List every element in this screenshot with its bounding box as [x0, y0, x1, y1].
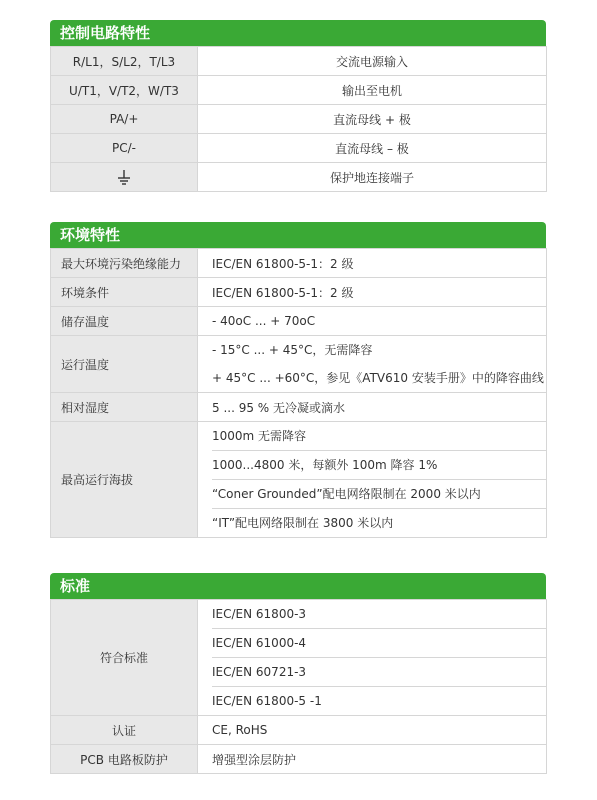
control-circuit-section — [50, 20, 546, 192]
table-row — [51, 422, 547, 538]
property-value — [198, 336, 547, 393]
control-circuit-table — [50, 46, 547, 192]
terminal-label: U/T1，V/T2，W/T3 — [51, 76, 198, 105]
ground-icon — [117, 169, 131, 185]
control-circuit-header: 控制电路特性 — [50, 20, 546, 46]
environment-table — [50, 248, 547, 538]
terminal-description: 交流电源输入 — [198, 47, 547, 76]
property-label: 符合标准 — [51, 600, 198, 716]
table-row — [51, 249, 547, 278]
table-row — [51, 716, 547, 745]
environment-section — [50, 222, 546, 538]
terminal-label: PC/- — [51, 134, 198, 163]
property-value: CE, RoHS — [198, 716, 547, 745]
standards-header: 标准 — [50, 573, 546, 599]
terminal-description: 直流母线 – 极 — [198, 134, 547, 163]
environment-header: 环境特性 — [50, 222, 546, 248]
table-row — [51, 745, 547, 774]
property-label: 环境条件 — [51, 278, 198, 307]
property-value: IEC/EN 61800-5-1：2 级 — [198, 278, 547, 307]
property-label: 相对湿度 — [51, 393, 198, 422]
table-row — [51, 278, 547, 307]
property-value: - 40oC ... + 70oC — [198, 307, 547, 336]
property-label: 最高运行海拔 — [51, 422, 198, 538]
terminal-label — [51, 163, 198, 192]
value-line: “IT”配电网络限制在 3800 米以内 — [212, 508, 546, 537]
property-label: 运行温度 — [51, 336, 198, 393]
table-row — [51, 307, 547, 336]
value-line: IEC/EN 60721-3 — [212, 657, 546, 686]
property-value: IEC/EN 61800-5-1：2 级 — [198, 249, 547, 278]
table-row — [51, 105, 547, 134]
value-line: IEC/EN 61800-5 -1 — [212, 686, 546, 715]
property-label: PCB 电路板防护 — [51, 745, 198, 774]
standards-section — [50, 573, 546, 774]
table-row — [51, 336, 547, 393]
value-line: 1000...4800 米，每额外 100m 降容 1% — [212, 450, 546, 479]
standards-table — [50, 599, 547, 774]
terminal-label: PA/+ — [51, 105, 198, 134]
value-line: + 45°C ... +60°C，参见《ATV610 安装手册》中的降容曲线 — [212, 371, 544, 385]
value-line: IEC/EN 61800-3 — [212, 607, 307, 621]
property-label: 储存温度 — [51, 307, 198, 336]
terminal-label: R/L1，S/L2，T/L3 — [51, 47, 198, 76]
value-line: IEC/EN 61000-4 — [212, 628, 546, 657]
table-row — [51, 600, 547, 716]
terminal-description: 直流母线 + 极 — [198, 105, 547, 134]
table-row — [51, 47, 547, 76]
value-line: - 15°C ... + 45°C，无需降容 — [212, 343, 373, 357]
terminal-description: 输出至电机 — [198, 76, 547, 105]
property-value — [198, 422, 547, 538]
table-row — [51, 393, 547, 422]
property-value: 增强型涂层防护 — [198, 745, 547, 774]
terminal-description: 保护地连接端子 — [198, 163, 547, 192]
table-row — [51, 163, 547, 192]
property-value: 5 ... 95 % 无冷凝或滴水 — [198, 393, 547, 422]
property-label: 最大环境污染绝缘能力 — [51, 249, 198, 278]
table-row — [51, 134, 547, 163]
table-row — [51, 76, 547, 105]
property-label: 认证 — [51, 716, 198, 745]
value-line: 1000m 无需降容 — [212, 429, 307, 443]
value-line: “Coner Grounded”配电网络限制在 2000 米以内 — [212, 479, 546, 508]
property-value — [198, 600, 547, 716]
